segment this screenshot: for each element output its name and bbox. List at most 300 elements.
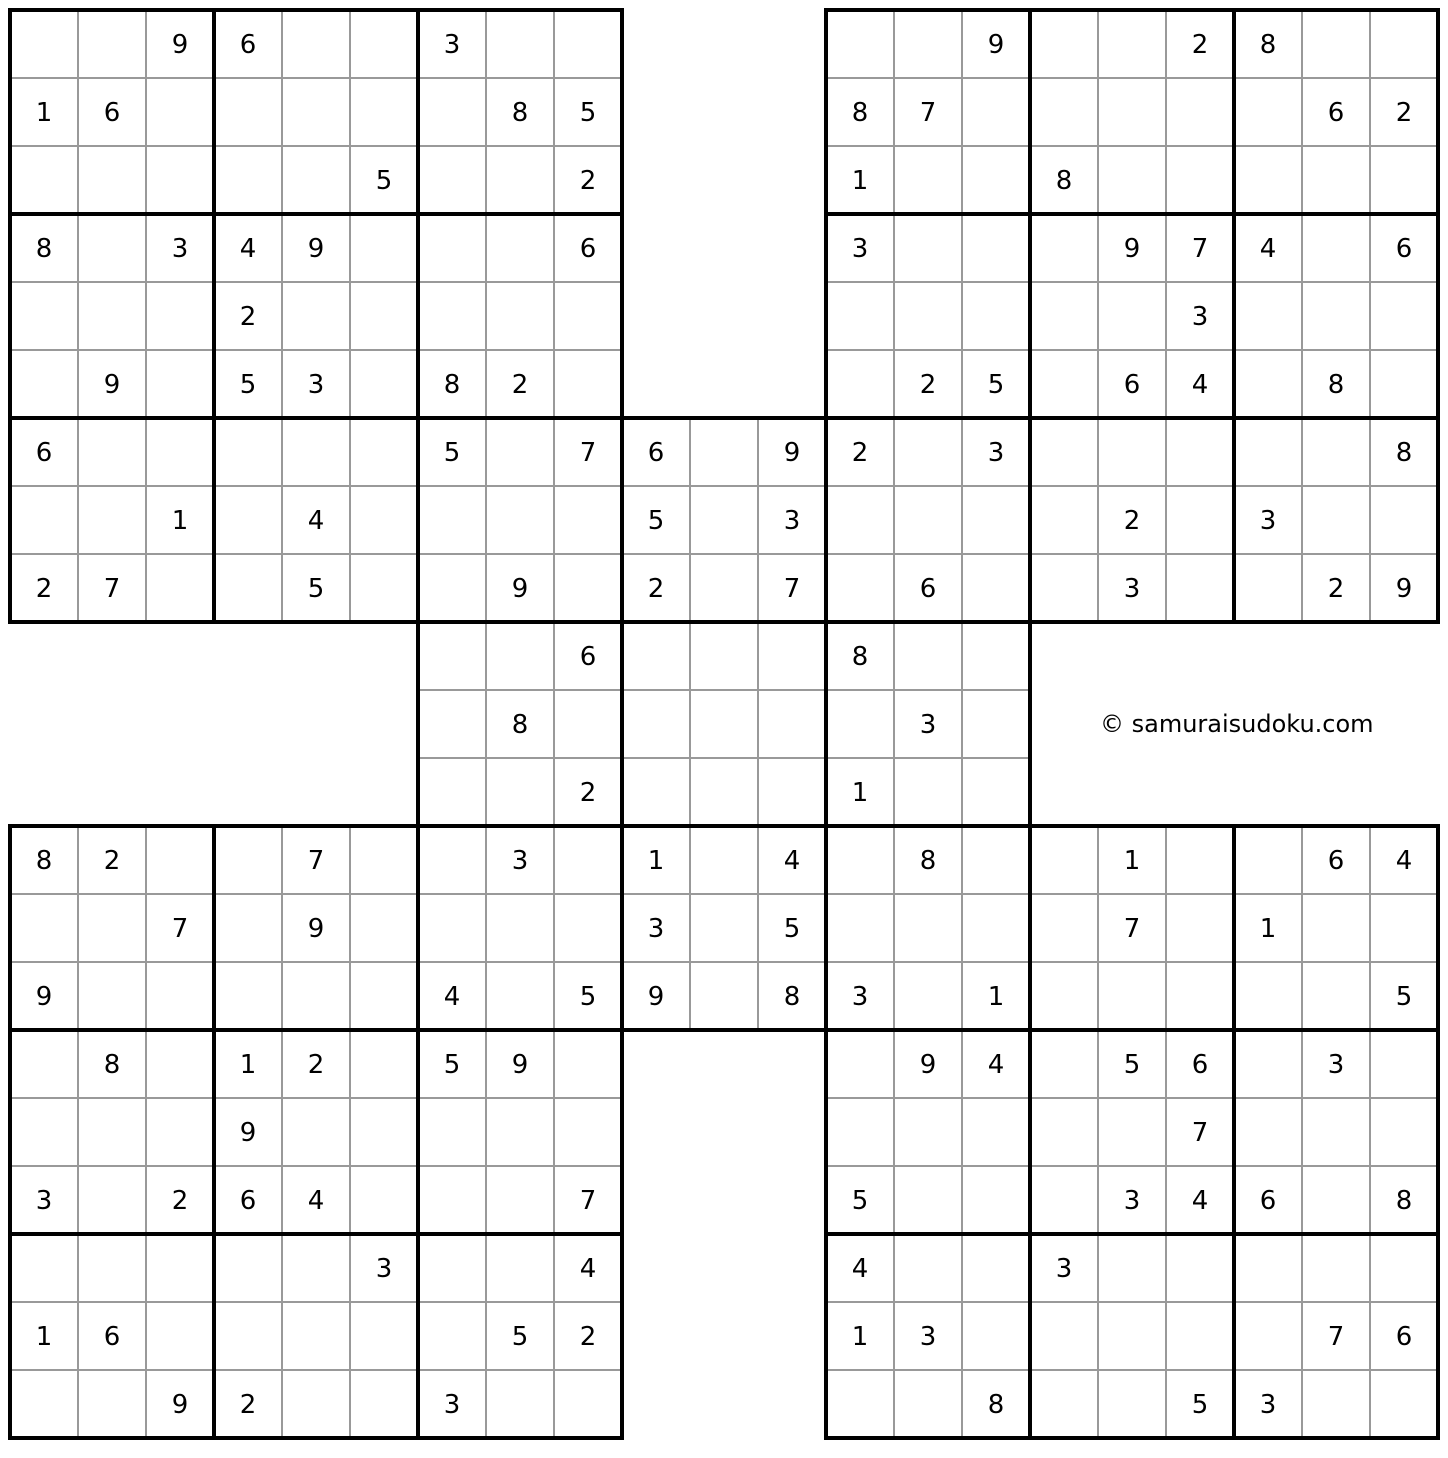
sudoku-cell[interactable]: [894, 758, 962, 826]
given-digit: 4: [851, 1254, 869, 1284]
sudoku-cell[interactable]: [1370, 1370, 1438, 1438]
sudoku-cell[interactable]: [214, 554, 282, 622]
sudoku-cell[interactable]: [350, 1302, 418, 1370]
sudoku-cell[interactable]: [78, 1098, 146, 1166]
sudoku-cell[interactable]: [894, 894, 962, 962]
given-digit: 4: [1191, 370, 1209, 400]
sudoku-cell[interactable]: [282, 10, 350, 78]
sudoku-cell[interactable]: [350, 1370, 418, 1438]
given-digit: 4: [1259, 234, 1277, 264]
sudoku-cell[interactable]: [418, 894, 486, 962]
sudoku-cell[interactable]: [758, 690, 826, 758]
given-digit: 7: [171, 914, 189, 944]
sudoku-cell[interactable]: [418, 282, 486, 350]
sudoku-cell[interactable]: [1098, 962, 1166, 1030]
sudoku-cell[interactable]: [826, 1370, 894, 1438]
sudoku-cell[interactable]: [486, 1234, 554, 1302]
sudoku-cell[interactable]: [826, 10, 894, 78]
sudoku-cell[interactable]: [1302, 1234, 1370, 1302]
sudoku-cell[interactable]: [758, 758, 826, 826]
sudoku-cell[interactable]: [282, 1098, 350, 1166]
sudoku-cell[interactable]: [1234, 1030, 1302, 1098]
sudoku-cell[interactable]: [1030, 418, 1098, 486]
sudoku-cell[interactable]: [894, 1234, 962, 1302]
sudoku-cell[interactable]: [1098, 10, 1166, 78]
sudoku-cell[interactable]: [418, 146, 486, 214]
sudoku-cell[interactable]: [214, 418, 282, 486]
given-digit: 1: [647, 846, 665, 876]
sudoku-cell[interactable]: [78, 1166, 146, 1234]
sudoku-cell[interactable]: [1030, 1370, 1098, 1438]
sudoku-cell[interactable]: [1030, 10, 1098, 78]
sudoku-cell[interactable]: [350, 1166, 418, 1234]
sudoku-cell[interactable]: [1166, 146, 1234, 214]
sudoku-cell[interactable]: [962, 894, 1030, 962]
given-digit: 5: [511, 1322, 529, 1352]
sudoku-cell[interactable]: [282, 1234, 350, 1302]
sudoku-cell[interactable]: [1370, 282, 1438, 350]
sudoku-cell[interactable]: [350, 962, 418, 1030]
given-digit: 3: [783, 506, 801, 536]
sudoku-cell[interactable]: [486, 1098, 554, 1166]
sudoku-cell[interactable]: [78, 146, 146, 214]
sudoku-cell[interactable]: [350, 1098, 418, 1166]
given-digit: 6: [1259, 1186, 1277, 1216]
sudoku-cell[interactable]: [1030, 1098, 1098, 1166]
given-digit: 6: [103, 98, 121, 128]
sudoku-cell[interactable]: [894, 622, 962, 690]
given-digit: 3: [987, 438, 1005, 468]
sudoku-cell[interactable]: [1234, 418, 1302, 486]
sudoku-cell[interactable]: [78, 214, 146, 282]
given-digit: 2: [579, 1322, 597, 1352]
sudoku-cell[interactable]: [282, 418, 350, 486]
sudoku-cell[interactable]: [1030, 350, 1098, 418]
sudoku-cell[interactable]: [214, 78, 282, 146]
sudoku-cell[interactable]: [1030, 1302, 1098, 1370]
given-digit: 5: [987, 370, 1005, 400]
sudoku-cell[interactable]: [146, 78, 214, 146]
sudoku-cell[interactable]: [1166, 1234, 1234, 1302]
sudoku-cell[interactable]: [690, 418, 758, 486]
sudoku-cell[interactable]: [1030, 282, 1098, 350]
sudoku-cell[interactable]: [894, 10, 962, 78]
sudoku-cell[interactable]: [894, 418, 962, 486]
sudoku-cell[interactable]: [690, 690, 758, 758]
sudoku-cell[interactable]: [690, 486, 758, 554]
sudoku-cell[interactable]: [486, 894, 554, 962]
given-digit: 9: [307, 234, 325, 264]
sudoku-cell[interactable]: [1302, 418, 1370, 486]
sudoku-cell[interactable]: [894, 1370, 962, 1438]
sudoku-cell[interactable]: [826, 1030, 894, 1098]
sudoku-cell[interactable]: [146, 1098, 214, 1166]
sudoku-cell[interactable]: [350, 10, 418, 78]
sudoku-cell[interactable]: [10, 1098, 78, 1166]
sudoku-cell[interactable]: [146, 146, 214, 214]
sudoku-cell[interactable]: [554, 1370, 622, 1438]
sudoku-cell[interactable]: [962, 1098, 1030, 1166]
sudoku-cell[interactable]: [10, 282, 78, 350]
given-digit: 8: [443, 370, 461, 400]
sudoku-cell[interactable]: [1030, 1166, 1098, 1234]
sudoku-cell[interactable]: [1166, 78, 1234, 146]
sudoku-cell[interactable]: [282, 962, 350, 1030]
sudoku-cell[interactable]: [554, 894, 622, 962]
sudoku-cell[interactable]: [1302, 146, 1370, 214]
given-digit: 3: [443, 1390, 461, 1420]
sudoku-cell[interactable]: [554, 486, 622, 554]
sudoku-cell[interactable]: [78, 1234, 146, 1302]
given-digit: 3: [1259, 1390, 1277, 1420]
sudoku-cell[interactable]: [418, 1234, 486, 1302]
sudoku-cell[interactable]: [1302, 894, 1370, 962]
given-digit: 6: [919, 574, 937, 604]
given-digit: 1: [851, 166, 869, 196]
sudoku-cell[interactable]: [146, 1302, 214, 1370]
given-digit: 3: [851, 234, 869, 264]
given-digit: 9: [239, 1118, 257, 1148]
sudoku-cell[interactable]: [1098, 1098, 1166, 1166]
sudoku-cell[interactable]: [1302, 1166, 1370, 1234]
sudoku-cell[interactable]: [1234, 78, 1302, 146]
given-digit: 9: [35, 982, 53, 1012]
sudoku-cell[interactable]: [1098, 146, 1166, 214]
sudoku-cell[interactable]: [1234, 826, 1302, 894]
sudoku-cell[interactable]: [1234, 1098, 1302, 1166]
sudoku-cell[interactable]: [78, 894, 146, 962]
sudoku-cell[interactable]: [758, 622, 826, 690]
sudoku-cell[interactable]: [486, 418, 554, 486]
given-digit: 2: [103, 846, 121, 876]
sudoku-cell[interactable]: [1166, 894, 1234, 962]
given-digit: 3: [511, 846, 529, 876]
sudoku-cell[interactable]: [1030, 486, 1098, 554]
sudoku-cell[interactable]: [78, 282, 146, 350]
sudoku-cell[interactable]: [1302, 1370, 1370, 1438]
sudoku-cell[interactable]: [146, 1234, 214, 1302]
sudoku-cell[interactable]: [622, 690, 690, 758]
sudoku-cell[interactable]: [554, 1030, 622, 1098]
sudoku-cell[interactable]: [10, 10, 78, 78]
sudoku-cell[interactable]: [10, 894, 78, 962]
sudoku-cell[interactable]: [1098, 1302, 1166, 1370]
sudoku-cell[interactable]: [350, 826, 418, 894]
sudoku-cell[interactable]: [1370, 1234, 1438, 1302]
sudoku-cell[interactable]: [894, 214, 962, 282]
sudoku-cell[interactable]: [1370, 486, 1438, 554]
given-digit: 5: [783, 914, 801, 944]
sudoku-cell[interactable]: [1370, 350, 1438, 418]
given-digit: 3: [919, 710, 937, 740]
sudoku-cell[interactable]: [1166, 962, 1234, 1030]
sudoku-cell[interactable]: [1030, 894, 1098, 962]
sudoku-cell[interactable]: [962, 1234, 1030, 1302]
sudoku-cell[interactable]: [554, 1098, 622, 1166]
sudoku-cell[interactable]: [690, 758, 758, 826]
sudoku-cell[interactable]: [486, 214, 554, 282]
sudoku-cell[interactable]: [826, 282, 894, 350]
sudoku-cell[interactable]: [894, 282, 962, 350]
sudoku-cell[interactable]: [1030, 78, 1098, 146]
sudoku-cell[interactable]: [418, 554, 486, 622]
sudoku-cell[interactable]: [146, 554, 214, 622]
given-digit: 4: [239, 234, 257, 264]
sudoku-cell[interactable]: [826, 826, 894, 894]
given-digit: 7: [1327, 1322, 1345, 1352]
sudoku-cell[interactable]: [1370, 146, 1438, 214]
sudoku-cell[interactable]: [962, 78, 1030, 146]
sudoku-cell[interactable]: [282, 78, 350, 146]
sudoku-cell[interactable]: [1370, 1098, 1438, 1166]
given-digit: 7: [1123, 914, 1141, 944]
sudoku-cell[interactable]: [962, 622, 1030, 690]
given-digit: 3: [1123, 574, 1141, 604]
sudoku-cell[interactable]: [146, 282, 214, 350]
given-digit: 6: [579, 234, 597, 264]
sudoku-cell[interactable]: [1030, 1030, 1098, 1098]
sudoku-cell[interactable]: [1302, 1098, 1370, 1166]
sudoku-cell[interactable]: [350, 350, 418, 418]
sudoku-cell[interactable]: [554, 554, 622, 622]
sudoku-cell[interactable]: [1098, 1234, 1166, 1302]
sudoku-cell[interactable]: [1166, 418, 1234, 486]
given-digit: 6: [239, 30, 257, 60]
sudoku-cell[interactable]: [418, 826, 486, 894]
given-digit: 8: [851, 642, 869, 672]
sudoku-cell[interactable]: [1234, 554, 1302, 622]
given-digit: 3: [1055, 1254, 1073, 1284]
sudoku-cell[interactable]: [10, 146, 78, 214]
sudoku-cell[interactable]: [1166, 486, 1234, 554]
given-digit: 1: [239, 1050, 257, 1080]
given-digit: 9: [919, 1050, 937, 1080]
sudoku-cell[interactable]: [826, 554, 894, 622]
sudoku-cell[interactable]: [1234, 282, 1302, 350]
sudoku-cell[interactable]: [214, 146, 282, 214]
sudoku-cell[interactable]: [962, 554, 1030, 622]
sudoku-cell[interactable]: [214, 1234, 282, 1302]
sudoku-cell[interactable]: [1234, 1302, 1302, 1370]
sudoku-cell[interactable]: [418, 690, 486, 758]
given-digit: 4: [579, 1254, 597, 1284]
sudoku-cell[interactable]: [10, 1030, 78, 1098]
sudoku-cell[interactable]: [962, 758, 1030, 826]
sudoku-cell[interactable]: [1370, 1030, 1438, 1098]
sudoku-cell[interactable]: [622, 622, 690, 690]
sudoku-cell[interactable]: [350, 554, 418, 622]
sudoku-cell[interactable]: [894, 1166, 962, 1234]
given-digit: 8: [103, 1050, 121, 1080]
sudoku-cell[interactable]: [418, 758, 486, 826]
sudoku-cell[interactable]: [1234, 146, 1302, 214]
sudoku-cell[interactable]: [826, 894, 894, 962]
sudoku-cell[interactable]: [418, 486, 486, 554]
sudoku-cell[interactable]: [418, 1302, 486, 1370]
given-digit: 5: [579, 98, 597, 128]
sudoku-cell[interactable]: [894, 146, 962, 214]
sudoku-cell[interactable]: [146, 350, 214, 418]
sudoku-cell[interactable]: [894, 962, 962, 1030]
sudoku-cell[interactable]: [418, 1166, 486, 1234]
sudoku-cell[interactable]: [214, 1302, 282, 1370]
sudoku-cell[interactable]: [962, 486, 1030, 554]
sudoku-cell[interactable]: [146, 1030, 214, 1098]
sudoku-cell[interactable]: [962, 282, 1030, 350]
sudoku-cell[interactable]: [486, 962, 554, 1030]
sudoku-cell[interactable]: [826, 1098, 894, 1166]
sudoku-cell[interactable]: [826, 690, 894, 758]
sudoku-cell[interactable]: [10, 350, 78, 418]
sudoku-cell[interactable]: [1098, 1370, 1166, 1438]
sudoku-cell[interactable]: [78, 10, 146, 78]
sudoku-cell[interactable]: [962, 1302, 1030, 1370]
sudoku-cell[interactable]: [1166, 826, 1234, 894]
sudoku-cell[interactable]: [690, 554, 758, 622]
sudoku-cell[interactable]: [1302, 10, 1370, 78]
sudoku-cell[interactable]: [1098, 78, 1166, 146]
given-digit: 9: [511, 574, 529, 604]
sudoku-cell[interactable]: [690, 622, 758, 690]
sudoku-cell[interactable]: [554, 282, 622, 350]
given-digit: 7: [1191, 234, 1209, 264]
given-digit: 7: [103, 574, 121, 604]
sudoku-cell[interactable]: [146, 826, 214, 894]
sudoku-cell[interactable]: [146, 418, 214, 486]
sudoku-cell[interactable]: [350, 418, 418, 486]
sudoku-cell[interactable]: [1030, 214, 1098, 282]
sudoku-cell[interactable]: [282, 146, 350, 214]
sudoku-cell[interactable]: [282, 1370, 350, 1438]
sudoku-cell[interactable]: [146, 962, 214, 1030]
sudoku-cell[interactable]: [1030, 826, 1098, 894]
sudoku-cell[interactable]: [486, 10, 554, 78]
sudoku-cell[interactable]: [1234, 350, 1302, 418]
sudoku-cell[interactable]: [826, 486, 894, 554]
sudoku-cell[interactable]: [214, 962, 282, 1030]
sudoku-cell[interactable]: [826, 350, 894, 418]
sudoku-cell[interactable]: [78, 962, 146, 1030]
sudoku-cell[interactable]: [1098, 418, 1166, 486]
sudoku-cell[interactable]: [350, 214, 418, 282]
sudoku-cell[interactable]: [1234, 962, 1302, 1030]
given-digit: 1: [851, 778, 869, 808]
given-digit: 6: [239, 1186, 257, 1216]
sudoku-cell[interactable]: [962, 1166, 1030, 1234]
given-digit: 5: [579, 982, 597, 1012]
sudoku-cell[interactable]: [486, 758, 554, 826]
sudoku-cell[interactable]: [554, 690, 622, 758]
given-digit: 8: [1055, 166, 1073, 196]
sudoku-cell[interactable]: [1166, 1302, 1234, 1370]
sudoku-cell[interactable]: [1166, 554, 1234, 622]
sudoku-cell[interactable]: [962, 826, 1030, 894]
given-digit: 2: [1191, 30, 1209, 60]
given-digit: 3: [375, 1254, 393, 1284]
given-digit: 2: [35, 574, 53, 604]
sudoku-cell[interactable]: [282, 282, 350, 350]
given-digit: 7: [579, 1186, 597, 1216]
given-digit: 8: [511, 710, 529, 740]
given-digit: 4: [987, 1050, 1005, 1080]
sudoku-cell[interactable]: [486, 1166, 554, 1234]
given-digit: 3: [443, 30, 461, 60]
given-digit: 3: [35, 1186, 53, 1216]
sudoku-cell[interactable]: [1030, 962, 1098, 1030]
sudoku-cell[interactable]: [350, 282, 418, 350]
sudoku-cell[interactable]: [1098, 282, 1166, 350]
sudoku-cell[interactable]: [418, 214, 486, 282]
sudoku-cell[interactable]: [622, 758, 690, 826]
sudoku-cell[interactable]: [418, 78, 486, 146]
given-digit: 9: [987, 30, 1005, 60]
sudoku-cell[interactable]: [894, 486, 962, 554]
sudoku-cell[interactable]: [78, 418, 146, 486]
sudoku-cell[interactable]: [214, 894, 282, 962]
sudoku-cell[interactable]: [78, 486, 146, 554]
given-digit: 6: [579, 642, 597, 672]
given-digit: 7: [307, 846, 325, 876]
sudoku-cell[interactable]: [690, 962, 758, 1030]
sudoku-cell[interactable]: [214, 826, 282, 894]
sudoku-cell[interactable]: [350, 78, 418, 146]
sudoku-cell[interactable]: [962, 146, 1030, 214]
sudoku-cell[interactable]: [690, 826, 758, 894]
sudoku-cell[interactable]: [1370, 894, 1438, 962]
sudoku-cell[interactable]: [418, 622, 486, 690]
sudoku-cell[interactable]: [554, 350, 622, 418]
sudoku-cell[interactable]: [962, 690, 1030, 758]
sudoku-cell[interactable]: [690, 894, 758, 962]
given-digit: 2: [1123, 506, 1141, 536]
given-digit: 8: [35, 846, 53, 876]
sudoku-cell[interactable]: [418, 1098, 486, 1166]
sudoku-cell[interactable]: [486, 146, 554, 214]
given-digit: 3: [1259, 506, 1277, 536]
sudoku-cell[interactable]: [350, 894, 418, 962]
sudoku-cell[interactable]: [350, 486, 418, 554]
sudoku-cell[interactable]: [1302, 486, 1370, 554]
sudoku-cell[interactable]: [78, 1370, 146, 1438]
sudoku-cell[interactable]: [1302, 282, 1370, 350]
given-digit: 8: [511, 98, 529, 128]
given-digit: 2: [919, 370, 937, 400]
sudoku-cell[interactable]: [486, 622, 554, 690]
sudoku-cell[interactable]: [486, 282, 554, 350]
sudoku-cell[interactable]: [486, 486, 554, 554]
sudoku-cell[interactable]: [1370, 10, 1438, 78]
sudoku-cell[interactable]: [486, 1370, 554, 1438]
sudoku-cell[interactable]: [214, 486, 282, 554]
sudoku-cell[interactable]: [10, 486, 78, 554]
sudoku-cell[interactable]: [894, 1098, 962, 1166]
sudoku-cell[interactable]: [554, 10, 622, 78]
given-digit: 6: [1395, 234, 1413, 264]
sudoku-cell[interactable]: [350, 1030, 418, 1098]
sudoku-cell[interactable]: [10, 1370, 78, 1438]
sudoku-cell[interactable]: [962, 214, 1030, 282]
given-digit: 3: [307, 370, 325, 400]
sudoku-cell[interactable]: [1030, 554, 1098, 622]
given-digit: 1: [851, 1322, 869, 1352]
sudoku-cell[interactable]: [554, 826, 622, 894]
sudoku-cell[interactable]: [1302, 214, 1370, 282]
sudoku-cell[interactable]: [10, 1234, 78, 1302]
sudoku-cell[interactable]: [282, 1302, 350, 1370]
given-digit: 8: [783, 982, 801, 1012]
sudoku-cell[interactable]: [1302, 962, 1370, 1030]
sudoku-cell[interactable]: [1234, 1234, 1302, 1302]
